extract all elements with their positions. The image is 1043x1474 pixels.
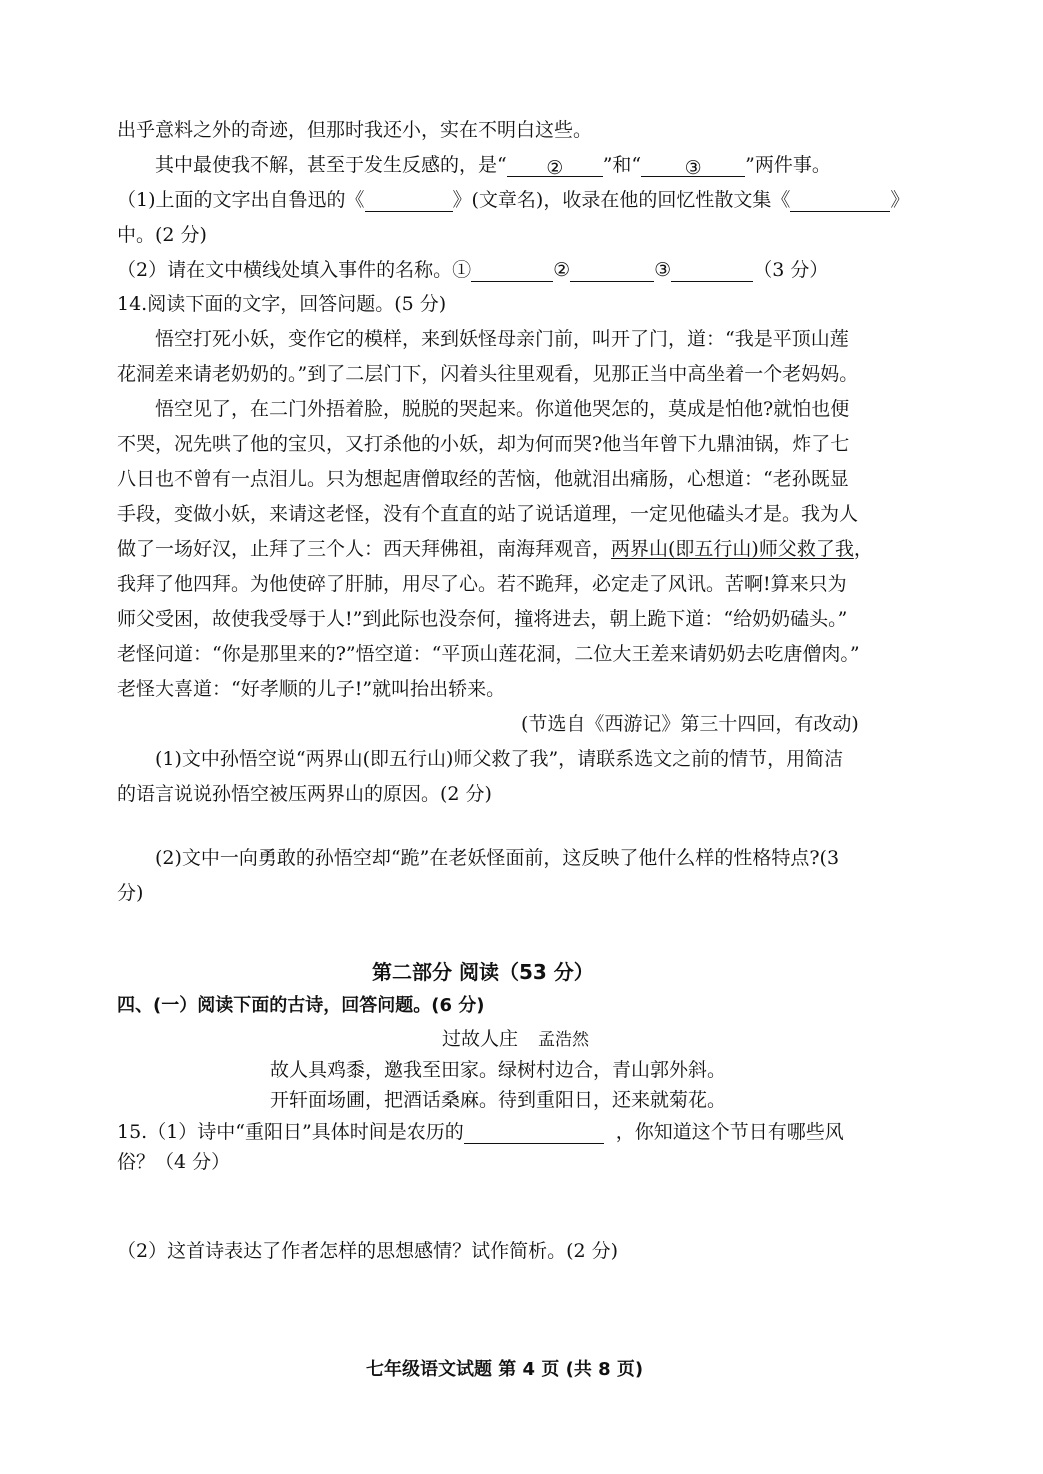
collection-name-blank[interactable] <box>790 191 890 212</box>
article-name-blank[interactable] <box>365 191 453 212</box>
blank-2[interactable] <box>507 156 603 177</box>
q13-sub2-part-a: （2）请在文中横线处填入事件的名称。① <box>117 259 472 281</box>
lunar-date-blank[interactable] <box>464 1123 604 1144</box>
q13-line2-part-b: ”和“ <box>602 154 642 176</box>
q14-passage-line: 手段，变做小妖，来请这老怪，没有个直直的站了说话道理，一定见他磕头才是。我为人 <box>117 503 859 525</box>
q13-sub1 <box>117 188 909 212</box>
q14-passage-line: 师父受困，故使我受辱于人!”到此际也没奈何，撞将进去，朝上跪下道：“给奶奶磕头。” <box>117 608 848 630</box>
q15-sub1-part-a: 15.（1）诗中“重阳日”具体时间是农历的 <box>117 1121 464 1143</box>
q13-text-line: 出乎意料之外的奇迹，但那时我还小，实在不明白这些。 <box>117 119 593 141</box>
part-title: 第二部分 阅读（53 分） <box>372 960 594 984</box>
q14-passage-line: 不哭，况先哄了他的宝贝，又打杀他的小妖，却为何而哭?他当年曾下九鼎油锅，炸了七 <box>117 433 850 455</box>
q13-sub2-points: （3 分） <box>753 259 829 281</box>
q14-passage-line: 悟空见了，在二门外捂着脸，脱脱的哭起来。你道他哭怎的，莫成是怕他?就怕也便 <box>155 398 850 420</box>
event-blank-2[interactable] <box>570 261 654 282</box>
event-blank-3[interactable] <box>671 261 753 282</box>
q13-sub1-part-c: 》 <box>890 189 910 211</box>
q13-sub2 <box>117 258 828 282</box>
q13-sub2-part-c: ③ <box>654 259 672 281</box>
q14-passage-line: 老怪问道：“你是那里来的?”悟空道：“平顶山莲花洞，二位大王差来请奶奶去吃唐僧肉。” <box>117 643 860 665</box>
blank-3-marker: ③ <box>684 157 702 179</box>
q14-p7-part-a: 做了一场好汉，止拜了三个人：西天拜佛祖，南海拜观音， <box>117 538 612 560</box>
q15-sub1-cont: 俗？（4 分） <box>117 1151 231 1173</box>
poem-line: 故人具鸡黍，邀我至田家。绿树村边合，青山郭外斜。 <box>270 1059 727 1081</box>
q14-source-note: (节选自《西游记》第三十四回，有改动) <box>521 713 859 735</box>
q14-passage-line: 花洞差来请老奶奶的。”到了二层门下，闪着头往里观看，见那正当中高坐着一个老妈妈。 <box>117 363 859 385</box>
section-heading: 四、(一）阅读下面的古诗，回答问题。(6 分) <box>117 995 485 1016</box>
q14-sub2: (2)文中一向勇敢的孙悟空却“跪”在老妖怪面前，这反映了他什么样的性格特点?(3 <box>155 847 840 869</box>
q14-p7-part-b: ， <box>853 538 873 560</box>
underlined-quote: 两界山(即五行山)师父救了我 <box>611 538 854 560</box>
q13-sub2-part-b: ② <box>553 259 571 281</box>
q13-line2-part-c: ”两件事。 <box>745 154 831 176</box>
poem-author: 孟浩然 <box>538 1030 590 1050</box>
q13-blank-sentence <box>155 153 831 177</box>
poem-heading <box>442 1027 589 1052</box>
q14-passage-line: 我拜了他四拜。为他使碎了肝肺，用尽了心。若不跪拜，必定走了风讯。苦啊!算来只为 <box>117 573 847 595</box>
poem-line: 开轩面场圃，把酒话桑麻。待到重阳日，还来就菊花。 <box>270 1089 727 1111</box>
event-blank-1[interactable] <box>471 261 553 282</box>
q13-sub1-part-b: 》(文章名)，收录在他的回忆性散文集《 <box>452 189 791 211</box>
q13-sub1-cont: 中。(2 分) <box>117 224 207 246</box>
q14-passage-line <box>117 537 873 561</box>
blank-2-marker: ② <box>546 157 564 179</box>
q14-passage-line: 悟空打死小妖，变作它的模样，来到妖怪母亲门前，叫开了门，道：“我是平顶山莲 <box>155 328 849 350</box>
q15-sub1-part-b: ，你知道这个节日有哪些风 <box>615 1121 844 1143</box>
q14-sub2-cont: 分) <box>117 882 144 904</box>
blank-3[interactable] <box>641 156 745 177</box>
q13-sub1-part-a: （1)上面的文字出自鲁迅的《 <box>117 189 365 211</box>
q15-sub1 <box>117 1120 844 1144</box>
q14-heading: 14.阅读下面的文字，回答问题。(5 分) <box>117 293 447 315</box>
q14-passage-line: 老怪大喜道：“好孝顺的儿子!”就叫抬出轿来。 <box>117 678 506 700</box>
q14-sub1-cont: 的语言说说孙悟空被压两界山的原因。(2 分) <box>117 783 492 805</box>
q15-sub2: （2）这首诗表达了作者怎样的思想感情？试作简析。(2 分) <box>117 1240 619 1262</box>
page-footer: 七年级语文试题 第 4 页 (共 8 页) <box>366 1359 644 1380</box>
q14-passage-line: 八日也不曾有一点泪儿。只为想起唐僧取经的苦恼，他就泪出痛肠，心想道：“老孙既显 <box>117 468 849 490</box>
poem-title: 过故人庄 <box>442 1028 519 1050</box>
q13-line2-part-a: 其中最使我不解，甚至于发生反感的，是“ <box>155 154 507 176</box>
q14-sub1: (1)文中孙悟空说“两界山(即五行山)师父救了我”，请联系选文之前的情节，用简洁 <box>155 748 844 770</box>
